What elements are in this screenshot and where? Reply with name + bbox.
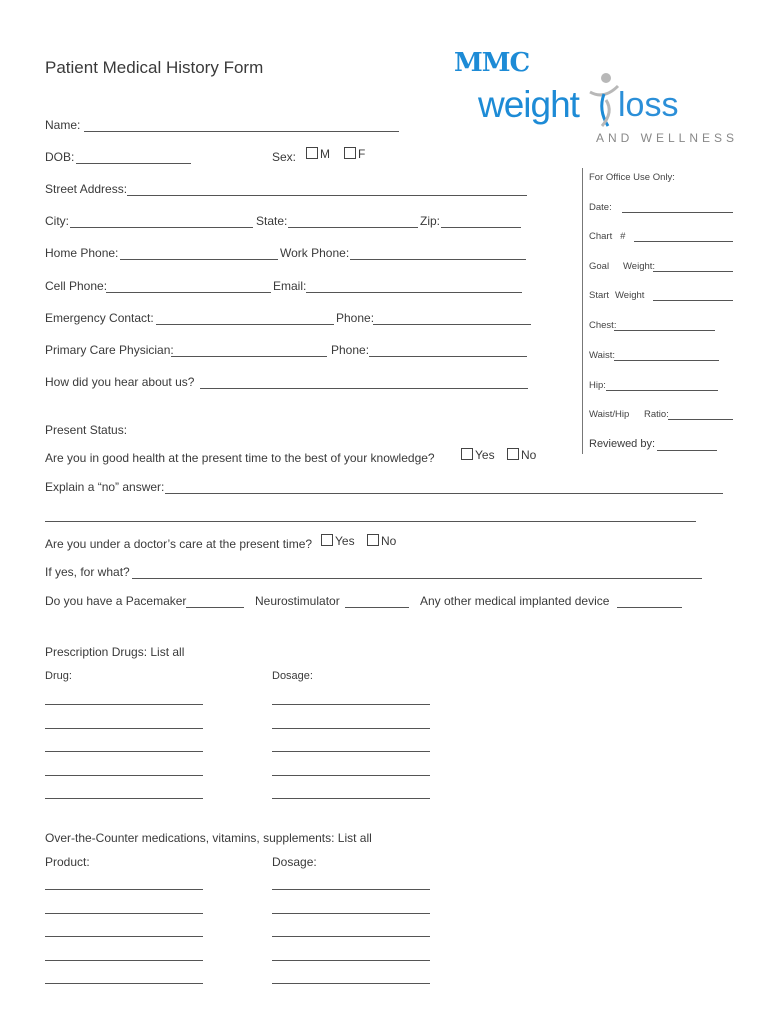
work-phone-input[interactable] bbox=[350, 259, 526, 260]
office-hip-label: Hip: bbox=[589, 380, 606, 391]
good-health-yes-option[interactable] bbox=[461, 448, 495, 462]
emergency-label: Emergency Contact: bbox=[45, 311, 154, 325]
office-chest-input[interactable] bbox=[614, 330, 715, 331]
otc-product-col: Product: bbox=[45, 855, 90, 869]
emergency-phone-input[interactable] bbox=[373, 324, 531, 325]
office-start-weight-input[interactable] bbox=[653, 300, 733, 301]
cell-phone-input[interactable] bbox=[106, 292, 271, 293]
pcp-input[interactable] bbox=[171, 356, 327, 357]
explain-input-line-2[interactable] bbox=[45, 521, 696, 522]
prescription-dosage-col: Dosage: bbox=[272, 670, 313, 682]
pacemaker-label: Do you have a Pacemaker bbox=[45, 594, 187, 608]
prescription-header: Prescription Drugs: List all bbox=[45, 645, 185, 659]
pcp-label: Primary Care Physician: bbox=[45, 343, 174, 357]
name-label: Name: bbox=[45, 118, 81, 132]
office-ratio-label: Ratio: bbox=[644, 409, 669, 420]
otc-dosage-input[interactable] bbox=[272, 913, 430, 914]
implant-label: Any other medical implanted device bbox=[420, 594, 610, 608]
emergency-input[interactable] bbox=[156, 324, 334, 325]
emergency-phone-label: Phone: bbox=[336, 311, 375, 325]
explain-label: Explain a “no” answer: bbox=[45, 480, 165, 494]
otc-dosage-input[interactable] bbox=[272, 889, 430, 890]
good-health-yes-label: Yes bbox=[475, 448, 495, 462]
state-input[interactable] bbox=[288, 227, 418, 228]
doctor-care-yes-checkbox[interactable] bbox=[321, 534, 333, 546]
present-status-header: Present Status: bbox=[45, 423, 128, 437]
doctor-care-yes-option[interactable] bbox=[321, 534, 355, 548]
state-label: State: bbox=[256, 214, 288, 228]
office-chart-input[interactable] bbox=[634, 241, 733, 242]
street-label: Street Address: bbox=[45, 182, 128, 196]
if-yes-label: If yes, for what? bbox=[45, 565, 130, 579]
good-health-yes-checkbox[interactable] bbox=[461, 448, 473, 460]
prescription-dosage-input[interactable] bbox=[272, 775, 430, 776]
zip-label: Zip: bbox=[420, 214, 441, 228]
doctor-care-no-checkbox[interactable] bbox=[367, 534, 379, 546]
pcp-phone-input[interactable] bbox=[369, 356, 527, 357]
office-header: For Office Use Only: bbox=[589, 172, 675, 183]
office-waist-label: Waist: bbox=[589, 350, 616, 361]
pcp-phone-label: Phone: bbox=[331, 343, 370, 357]
otc-item-input[interactable] bbox=[45, 889, 203, 890]
office-goal-weight-label: Weight: bbox=[623, 261, 656, 272]
prescription-drug-col: Drug: bbox=[45, 670, 72, 682]
sex-f-label: F bbox=[358, 147, 366, 161]
sex-f-checkbox[interactable] bbox=[344, 147, 356, 159]
implant-input[interactable] bbox=[617, 607, 682, 608]
if-yes-input[interactable] bbox=[132, 578, 702, 579]
otc-header: Over-the-Counter medications, vitamins, supplements: List all bbox=[45, 831, 372, 845]
office-divider bbox=[582, 168, 583, 454]
city-label: City: bbox=[45, 214, 69, 228]
pacemaker-input[interactable] bbox=[186, 607, 244, 608]
otc-dosage-input[interactable] bbox=[272, 960, 430, 961]
prescription-item-input[interactable] bbox=[45, 728, 203, 729]
zip-input[interactable] bbox=[441, 227, 521, 228]
office-start-label: Start bbox=[589, 290, 610, 301]
good-health-no-option[interactable] bbox=[507, 448, 536, 462]
home-phone-input[interactable] bbox=[120, 259, 278, 260]
street-input[interactable] bbox=[127, 195, 527, 196]
hear-label: How did you hear about us? bbox=[45, 375, 195, 389]
logo-mmc-text: MMC bbox=[454, 48, 530, 78]
sex-f-option[interactable] bbox=[344, 147, 365, 161]
city-input[interactable] bbox=[70, 227, 253, 228]
good-health-no-label: No bbox=[521, 448, 537, 462]
prescription-item-input[interactable] bbox=[45, 751, 203, 752]
doctor-care-no-label: No bbox=[381, 534, 397, 548]
office-reviewed-input[interactable] bbox=[657, 450, 717, 451]
explain-input[interactable] bbox=[165, 493, 723, 494]
otc-item-input[interactable] bbox=[45, 936, 203, 937]
home-phone-label: Home Phone: bbox=[45, 246, 119, 260]
prescription-item-input[interactable] bbox=[45, 798, 203, 799]
otc-dosage-input[interactable] bbox=[272, 936, 430, 937]
office-date-input[interactable] bbox=[622, 212, 733, 213]
email-label: Email: bbox=[273, 279, 307, 293]
otc-item-input[interactable] bbox=[45, 983, 203, 984]
office-date-label: Date: bbox=[589, 202, 612, 213]
sex-m-label: M bbox=[320, 147, 330, 161]
doctor-care-yes-label: Yes bbox=[335, 534, 355, 548]
dob-label: DOB: bbox=[45, 150, 75, 164]
otc-item-input[interactable] bbox=[45, 960, 203, 961]
prescription-dosage-input[interactable] bbox=[272, 751, 430, 752]
otc-item-input[interactable] bbox=[45, 913, 203, 914]
prescription-dosage-input[interactable] bbox=[272, 798, 430, 799]
otc-dosage-input[interactable] bbox=[272, 983, 430, 984]
office-start-weight-label: Weight bbox=[615, 290, 645, 301]
logo-loss-text: loss bbox=[618, 86, 679, 124]
otc-dosage-col: Dosage: bbox=[272, 855, 317, 869]
prescription-item-input[interactable] bbox=[45, 704, 203, 705]
office-waist-input[interactable] bbox=[614, 360, 719, 361]
sex-m-checkbox[interactable] bbox=[306, 147, 318, 159]
office-reviewed-label: Reviewed by: bbox=[589, 438, 656, 450]
cell-phone-label: Cell Phone: bbox=[45, 279, 108, 293]
office-hip-input[interactable] bbox=[606, 390, 718, 391]
doctor-care-question: Are you under a doctor’s care at the present time? bbox=[45, 537, 313, 551]
hear-input[interactable] bbox=[200, 388, 528, 389]
office-goal-weight-input[interactable] bbox=[653, 271, 733, 272]
neuro-input[interactable] bbox=[345, 607, 409, 608]
logo bbox=[450, 40, 740, 150]
office-ratio-input[interactable] bbox=[668, 419, 733, 420]
doctor-care-no-option[interactable] bbox=[367, 534, 396, 548]
dob-input[interactable] bbox=[76, 163, 191, 164]
prescription-dosage-input[interactable] bbox=[272, 704, 430, 705]
neuro-label: Neurostimulator bbox=[255, 594, 340, 608]
office-goal-label: Goal bbox=[589, 261, 610, 272]
office-chart-label: Chart # bbox=[589, 231, 626, 242]
page-title: Patient Medical History Form bbox=[45, 58, 264, 77]
name-input[interactable] bbox=[84, 131, 399, 132]
office-chest-label: Chest: bbox=[589, 320, 617, 331]
good-health-no-checkbox[interactable] bbox=[507, 448, 519, 460]
good-health-question: Are you in good health at the present time to the best of your knowledge? bbox=[45, 451, 435, 465]
office-waist-hip-label: Waist/Hip bbox=[589, 409, 630, 420]
prescription-item-input[interactable] bbox=[45, 775, 203, 776]
logo-weight-text: weight bbox=[478, 84, 579, 125]
email-input[interactable] bbox=[306, 292, 522, 293]
work-phone-label: Work Phone: bbox=[280, 246, 350, 260]
prescription-dosage-input[interactable] bbox=[272, 728, 430, 729]
sex-m-option[interactable] bbox=[306, 147, 330, 161]
sex-label: Sex: bbox=[272, 150, 297, 164]
logo-tagline: AND WELLNESS bbox=[596, 131, 739, 145]
